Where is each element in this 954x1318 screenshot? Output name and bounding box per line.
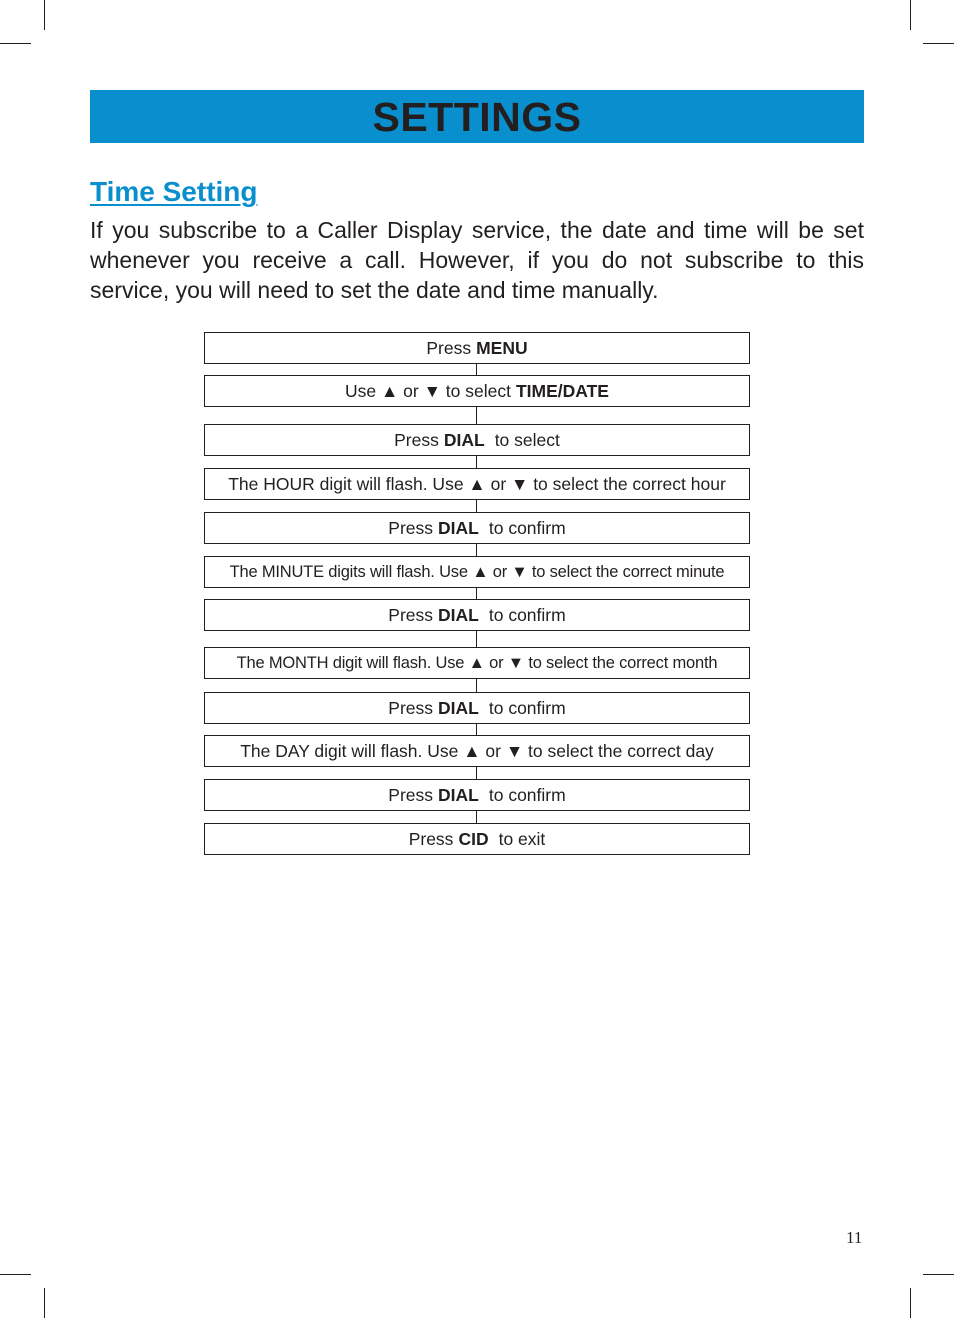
flow-step-key: TIME/DATE (515, 380, 609, 401)
flow-connector (476, 767, 477, 779)
flow-step (204, 512, 750, 544)
crop-mark (923, 1274, 954, 1275)
flow-step-text: Use ▲ or ▼ to select (345, 380, 511, 401)
crop-mark (910, 0, 911, 30)
crop-mark (910, 1288, 911, 1318)
flow-step (204, 823, 750, 855)
flow-step (204, 556, 750, 588)
page-number: 11 (846, 1228, 863, 1247)
flow-step-text: The HOUR digit will flash. Use ▲ or ▼ to select the correct hour (228, 473, 726, 494)
flow-connector (476, 544, 477, 556)
flow-step-text: Press (408, 828, 454, 849)
flow-connector (476, 631, 477, 647)
flow-step-action: to confirm (488, 784, 566, 805)
flow-connector (476, 500, 477, 512)
settings-banner (90, 90, 864, 143)
flow-step (204, 599, 750, 631)
intro-paragraph: If you subscribe to a Caller Display service, the date and time will be set whenever you receive a call. However, if you do not subscribe to this service, you will need to set the date and time manually. (90, 217, 864, 303)
flow-step-text: Press (388, 784, 434, 805)
flow-step-text: Press (388, 604, 434, 625)
flow-step-key: CID (458, 828, 489, 849)
flow-step-action: to confirm (488, 517, 566, 538)
flow-step-text: The MONTH digit will flash. Use ▲ or ▼ to select the correct month (236, 653, 718, 672)
flow-connector (476, 456, 477, 468)
flow-step (204, 332, 750, 364)
flow-connector (476, 724, 477, 735)
flow-step-text: Press (426, 337, 472, 358)
flow-step-text: The DAY digit will flash. Use ▲ or ▼ to select the correct day (240, 740, 714, 761)
flow-step (204, 647, 750, 679)
flow-step (204, 735, 750, 767)
flow-step-text: The MINUTE digits will flash. Use ▲ or ▼ to select the correct minute (229, 562, 725, 581)
flow-step-key: DIAL (438, 517, 479, 538)
flow-connector (476, 811, 477, 823)
flow-step-action: to exit (498, 828, 546, 849)
crop-mark (923, 43, 954, 44)
flow-connector (476, 588, 477, 599)
flow-step (204, 375, 750, 407)
flow-connector (476, 407, 477, 424)
flow-step-key: DIAL (438, 697, 479, 718)
flow-connector (476, 679, 477, 692)
page-title: SETTINGS (372, 94, 582, 140)
flow-step-action: to confirm (488, 697, 566, 718)
section-title: Time Setting (90, 176, 258, 207)
flow-step-text: Press (388, 517, 434, 538)
crop-mark (44, 1288, 45, 1318)
flow-step (204, 692, 750, 724)
flow-step-key: DIAL (443, 429, 485, 450)
crop-mark (44, 0, 45, 30)
flow-step-key: MENU (476, 337, 528, 358)
flow-connector (476, 364, 477, 375)
flow-step-text: Press (388, 697, 434, 718)
flow-step-key: DIAL (438, 604, 479, 625)
flow-step-action: to confirm (488, 604, 566, 625)
flow-step-text: Press (394, 429, 439, 450)
flow-step-action: to select (494, 429, 560, 450)
crop-mark (0, 1274, 31, 1275)
flow-step (204, 779, 750, 811)
flow-step-key: DIAL (438, 784, 479, 805)
crop-mark (0, 43, 31, 44)
flow-step (204, 424, 750, 456)
flow-step (204, 468, 750, 500)
